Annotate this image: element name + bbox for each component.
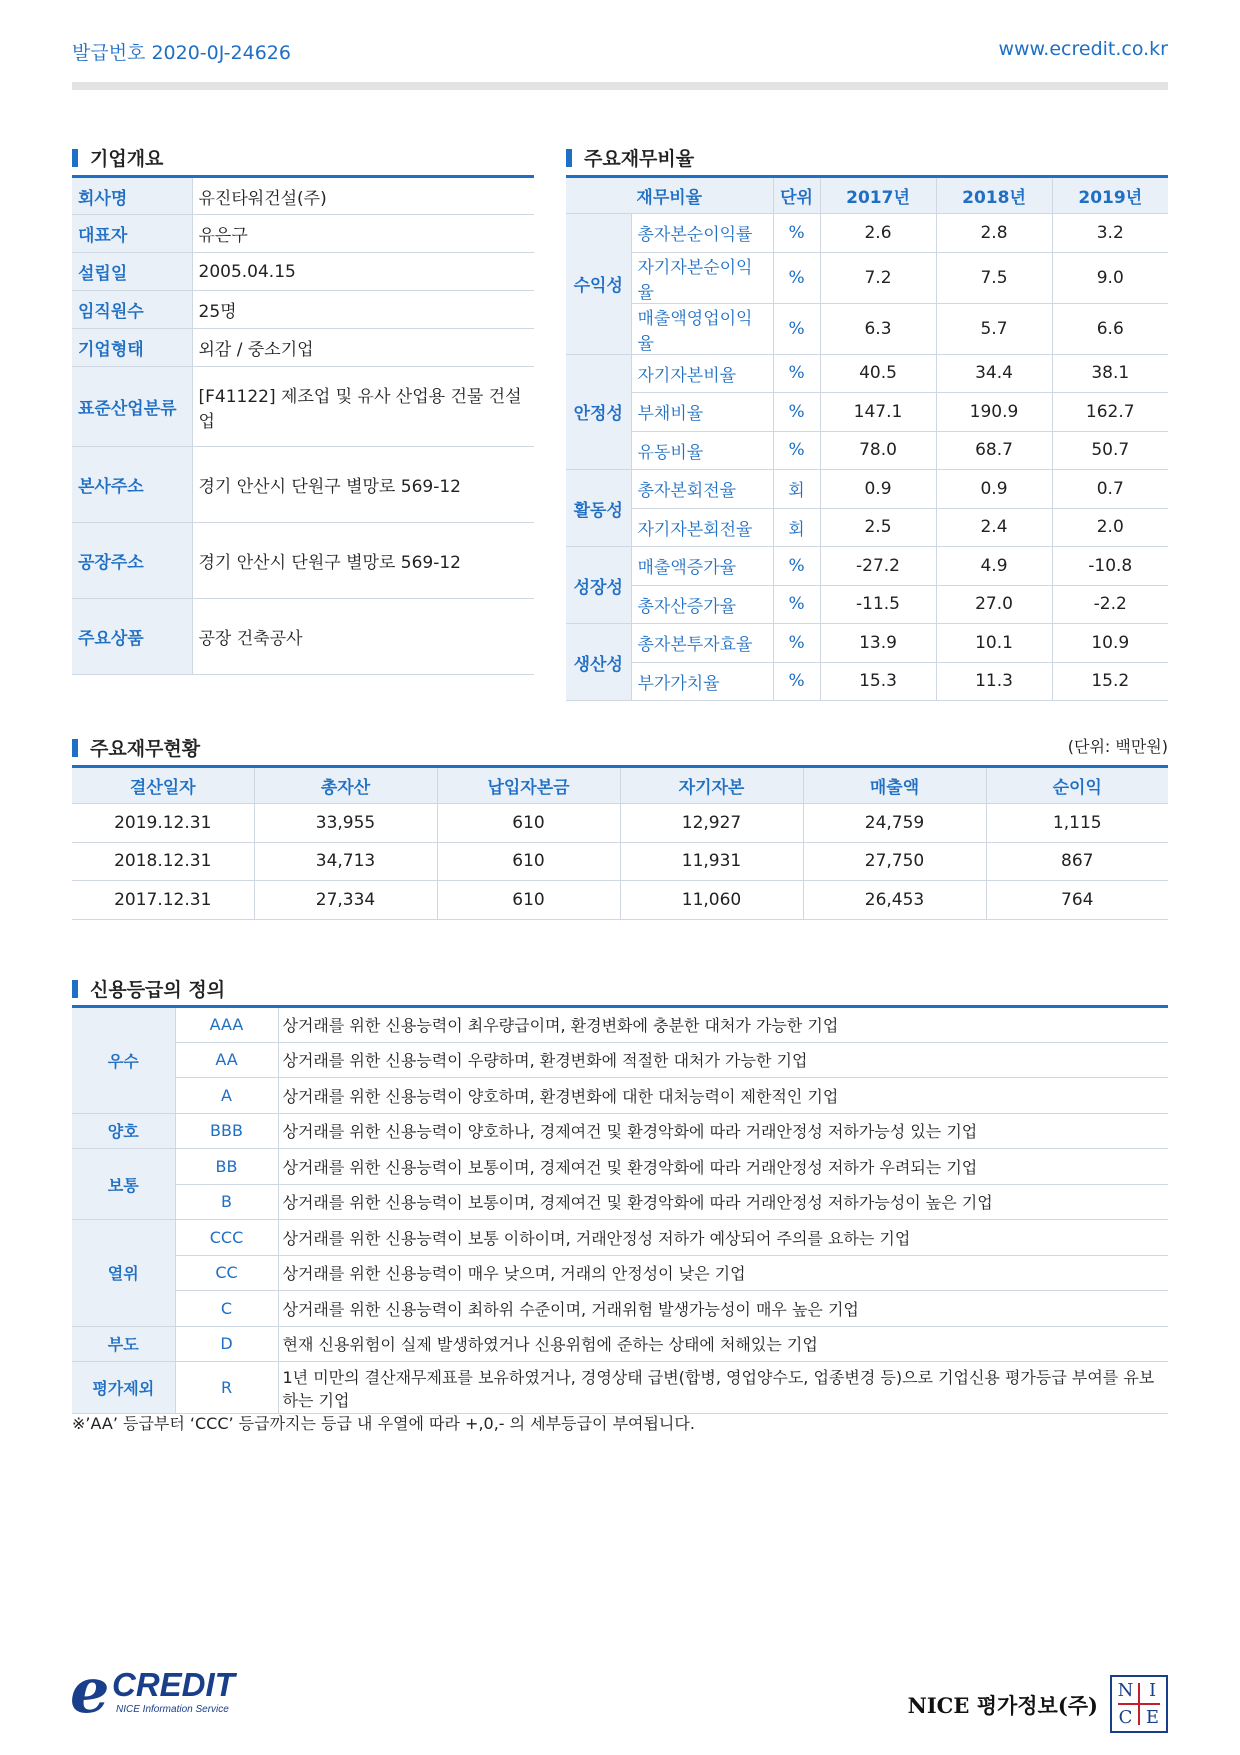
website-link[interactable]: www.ecredit.co.kr (998, 38, 1168, 60)
grade-group: 보통 (72, 1149, 175, 1220)
ratio-value: 2.6 (820, 214, 936, 253)
ratio-value: 9.0 (1052, 252, 1168, 303)
ratio-value: -11.5 (820, 585, 936, 624)
ratio-unit: % (773, 354, 820, 393)
section-marker (72, 980, 78, 998)
ratio-group: 안정성 (566, 354, 631, 470)
nice-letter: I (1148, 1680, 1157, 1701)
grade-row (72, 1113, 1168, 1149)
grades-table (72, 1005, 1168, 1414)
grade-row (72, 1007, 1168, 1043)
financial-cell: 27,750 (803, 842, 986, 881)
financial-cell: 610 (437, 804, 620, 843)
ratio-unit: % (773, 662, 820, 701)
ratios-title-text: 주요재무비율 (584, 148, 695, 170)
grade-description: 상거래를 위한 신용능력이 최하위 수준이며, 거래위험 발생가능성이 매우 높은 기업 (278, 1291, 1168, 1327)
ratio-value: 6.6 (1052, 303, 1168, 354)
financial-cell: 11,060 (620, 881, 803, 920)
grade-description: 1년 미만의 결산재무제표를 보유하였거나, 경영상태 급변(합병, 영업양수도, 업종변경 등)으로 기업신용 평가등급 부여를 유보하는 기업 (278, 1362, 1168, 1414)
ratio-value: 2.5 (820, 508, 936, 547)
financial-cell: 2019.12.31 (72, 804, 254, 843)
overview-value: 25명 (192, 291, 534, 329)
ratio-value: 147.1 (820, 393, 936, 432)
section-marker (72, 149, 78, 167)
ratio-value: 27.0 (936, 585, 1052, 624)
grade-group: 부도 (72, 1326, 175, 1362)
ratio-value: 162.7 (1052, 393, 1168, 432)
ratio-value: 0.9 (936, 470, 1052, 509)
grade-code: AA (175, 1042, 278, 1078)
ratio-row (566, 303, 1168, 354)
ratio-value: 13.9 (820, 624, 936, 663)
ratio-value: 7.5 (936, 252, 1052, 303)
ratio-value: 190.9 (936, 393, 1052, 432)
ratio-name: 자기자본비율 (631, 354, 773, 393)
nice-logo-line-h (1118, 1703, 1160, 1705)
financial-cell: 34,713 (254, 842, 437, 881)
financial-cell: 610 (437, 881, 620, 920)
grade-row (72, 1220, 1168, 1256)
ratio-header-unit: 단위 (773, 177, 820, 214)
overview-label: 표준산업분류 (72, 367, 192, 447)
grade-description: 상거래를 위한 신용능력이 보통이며, 경제여건 및 환경악화에 따라 거래안정성 저하가능성이 높은 기업 (278, 1184, 1168, 1220)
financial-header: 결산일자 (72, 767, 254, 804)
overview-row (72, 253, 534, 291)
ratio-name: 총자산증가율 (631, 585, 773, 624)
grade-row (72, 1255, 1168, 1291)
overview-value: 공장 건축공사 (192, 599, 534, 675)
grade-group: 열위 (72, 1220, 175, 1327)
ratio-unit: % (773, 303, 820, 354)
section-marker (72, 739, 78, 757)
ratio-value: 4.9 (936, 547, 1052, 586)
ratio-value: 0.9 (820, 470, 936, 509)
ecredit-logo-e: e (70, 1654, 110, 1727)
ratio-unit: % (773, 252, 820, 303)
grade-code: BBB (175, 1113, 278, 1149)
overview-value: 경기 안산시 단원구 별망로 569-12 (192, 447, 534, 523)
overview-row (72, 447, 534, 523)
ecredit-logo-sub: NICE Information Service (116, 1704, 229, 1715)
financial-cell: 27,334 (254, 881, 437, 920)
nice-letter: N (1117, 1680, 1134, 1701)
grade-row (72, 1326, 1168, 1362)
grade-row (72, 1291, 1168, 1327)
overview-value: 외감 / 중소기업 (192, 329, 534, 367)
financial-row (72, 842, 1168, 881)
ratio-value: 78.0 (820, 431, 936, 470)
overview-row (72, 177, 534, 215)
financial-header: 매출액 (803, 767, 986, 804)
ratio-value: -10.8 (1052, 547, 1168, 586)
ratio-value: 15.3 (820, 662, 936, 701)
grade-row (72, 1078, 1168, 1114)
unit-note: (단위: 백만원) (1067, 737, 1168, 756)
financial-cell: 2017.12.31 (72, 881, 254, 920)
ratios-table (566, 175, 1168, 701)
grades-footnote: ※’AA’ 등급부터 ‘CCC’ 등급까지는 등급 내 우열에 따라 +,0,- 의 세부등급이 부여됩니다. (72, 1414, 695, 1433)
ratio-unit: % (773, 393, 820, 432)
overview-label: 회사명 (72, 177, 192, 215)
ratio-row (566, 547, 1168, 586)
ratio-unit: 회 (773, 470, 820, 509)
overview-label: 주요상품 (72, 599, 192, 675)
overview-row (72, 523, 534, 599)
financial-header: 납입자본금 (437, 767, 620, 804)
ratio-name: 총자본순이익률 (631, 214, 773, 253)
nice-logo-box (1110, 1675, 1168, 1733)
ratio-name: 매출액영업이익율 (631, 303, 773, 354)
financial-cell: 1,115 (986, 804, 1168, 843)
financial-header: 순이익 (986, 767, 1168, 804)
ratio-unit: % (773, 431, 820, 470)
ratio-name: 총자본회전율 (631, 470, 773, 509)
ratio-value: 10.1 (936, 624, 1052, 663)
ratio-name: 자기자본순이익율 (631, 252, 773, 303)
grade-description: 현재 신용위험이 실제 발생하였거나 신용위험에 준하는 상태에 처해있는 기업 (278, 1326, 1168, 1362)
ecredit-logo (70, 1654, 240, 1727)
ratio-value: -2.2 (1052, 585, 1168, 624)
financial-cell: 24,759 (803, 804, 986, 843)
overview-row (72, 599, 534, 675)
ratio-header-2017: 2017년 (820, 177, 936, 214)
grade-code: CCC (175, 1220, 278, 1256)
grade-description: 상거래를 위한 신용능력이 보통 이하이며, 거래안정성 저하가 예상되어 주의를 요하는 기업 (278, 1220, 1168, 1256)
grade-row (72, 1149, 1168, 1185)
ratio-name: 부채비율 (631, 393, 773, 432)
issue-number: 발급번호 2020-0J-24626 (72, 42, 291, 64)
financial-cell: 12,927 (620, 804, 803, 843)
nice-logo-text: NICE 평가정보(주) (907, 1693, 1098, 1718)
overview-title (72, 144, 163, 171)
overview-value: 유진타워건설(주) (192, 177, 534, 215)
ratio-unit: % (773, 624, 820, 663)
ratio-row (566, 470, 1168, 509)
grade-code: AAA (175, 1007, 278, 1043)
ratio-value: 38.1 (1052, 354, 1168, 393)
grade-description: 상거래를 위한 신용능력이 매우 낮으며, 거래의 안정성이 낮은 기업 (278, 1255, 1168, 1291)
grade-row (72, 1042, 1168, 1078)
grades-title-text: 신용등급의 정의 (90, 979, 226, 1001)
overview-label: 설립일 (72, 253, 192, 291)
financials-table (72, 765, 1168, 920)
header-bar (72, 82, 1168, 90)
ratio-row (566, 431, 1168, 470)
grade-description: 상거래를 위한 신용능력이 보통이며, 경제여건 및 환경악화에 따라 거래안정성 저하가 우려되는 기업 (278, 1149, 1168, 1185)
overview-row (72, 291, 534, 329)
ratio-group: 활동성 (566, 470, 631, 547)
grade-code: C (175, 1291, 278, 1327)
ratio-row (566, 393, 1168, 432)
ratio-value: 2.4 (936, 508, 1052, 547)
ratio-value: 10.9 (1052, 624, 1168, 663)
ratio-unit: % (773, 585, 820, 624)
grade-code: D (175, 1326, 278, 1362)
overview-label: 본사주소 (72, 447, 192, 523)
overview-table (72, 175, 534, 675)
financial-cell: 2018.12.31 (72, 842, 254, 881)
financial-row (72, 881, 1168, 920)
grade-description: 상거래를 위한 신용능력이 양호하나, 경제여건 및 환경악화에 따라 거래안정성 저하가능성 있는 기업 (278, 1113, 1168, 1149)
ratio-value: 5.7 (936, 303, 1052, 354)
financial-header: 총자산 (254, 767, 437, 804)
ratio-group: 수익성 (566, 214, 631, 355)
overview-row (72, 215, 534, 253)
grade-code: B (175, 1184, 278, 1220)
ratio-value: 68.7 (936, 431, 1052, 470)
ratio-value: -27.2 (820, 547, 936, 586)
grade-code: CC (175, 1255, 278, 1291)
financial-cell: 26,453 (803, 881, 986, 920)
overview-value: 2005.04.15 (192, 253, 534, 291)
grade-description: 상거래를 위한 신용능력이 우량하며, 환경변화에 적절한 대처가 가능한 기업 (278, 1042, 1168, 1078)
financials-title (72, 734, 200, 761)
financials-title-text: 주요재무현황 (90, 738, 201, 760)
overview-value: [F41122] 제조업 및 유사 산업용 건물 건설업 (192, 367, 534, 447)
section-marker (566, 149, 572, 167)
ratio-name: 부가가치율 (631, 662, 773, 701)
overview-title-text: 기업개요 (90, 148, 164, 170)
ratio-value: 40.5 (820, 354, 936, 393)
ratio-value: 7.2 (820, 252, 936, 303)
ratio-value: 50.7 (1052, 431, 1168, 470)
ratio-value: 2.0 (1052, 508, 1168, 547)
ratio-row (566, 354, 1168, 393)
ratio-unit: % (773, 547, 820, 586)
overview-row (72, 367, 534, 447)
ratio-row (566, 214, 1168, 253)
grade-description: 상거래를 위한 신용능력이 최우량급이며, 환경변화에 충분한 대처가 가능한 기업 (278, 1007, 1168, 1043)
financial-cell: 610 (437, 842, 620, 881)
grade-row (72, 1184, 1168, 1220)
ratio-value: 11.3 (936, 662, 1052, 701)
ratio-value: 15.2 (1052, 662, 1168, 701)
financial-cell: 11,931 (620, 842, 803, 881)
nice-letter: C (1118, 1707, 1133, 1728)
overview-label: 대표자 (72, 215, 192, 253)
overview-row (72, 329, 534, 367)
financial-cell: 764 (986, 881, 1168, 920)
ratio-header-2018: 2018년 (936, 177, 1052, 214)
ratio-name: 매출액증가율 (631, 547, 773, 586)
ratio-row (566, 252, 1168, 303)
overview-label: 임직원수 (72, 291, 192, 329)
ratio-name: 자기자본회전율 (631, 508, 773, 547)
ratios-title (566, 144, 694, 171)
grade-group: 양호 (72, 1113, 175, 1149)
ratio-value: 6.3 (820, 303, 936, 354)
ratio-header-name: 재무비율 (566, 177, 773, 214)
financial-row (72, 804, 1168, 843)
grade-code: R (175, 1362, 278, 1414)
nice-letter: E (1145, 1707, 1160, 1728)
grade-code: A (175, 1078, 278, 1114)
ratio-unit: % (773, 214, 820, 253)
financial-header: 자기자본 (620, 767, 803, 804)
ratio-row (566, 585, 1168, 624)
ratio-value: 0.7 (1052, 470, 1168, 509)
grades-title (72, 975, 225, 1002)
grade-description: 상거래를 위한 신용능력이 양호하며, 환경변화에 대한 대처능력이 제한적인 기업 (278, 1078, 1168, 1114)
financial-cell: 33,955 (254, 804, 437, 843)
overview-label: 기업형태 (72, 329, 192, 367)
grade-code: BB (175, 1149, 278, 1185)
ratio-name: 총자본투자효율 (631, 624, 773, 663)
ratio-row (566, 662, 1168, 701)
financial-cell: 867 (986, 842, 1168, 881)
ratio-header-2019: 2019년 (1052, 177, 1168, 214)
ratio-name: 유동비율 (631, 431, 773, 470)
ratio-value: 34.4 (936, 354, 1052, 393)
overview-value: 유은구 (192, 215, 534, 253)
grade-group: 평가제외 (72, 1362, 175, 1414)
ratio-row (566, 624, 1168, 663)
overview-label: 공장주소 (72, 523, 192, 599)
grade-row (72, 1362, 1168, 1414)
ratio-row (566, 508, 1168, 547)
ratio-unit: 회 (773, 508, 820, 547)
overview-value: 경기 안산시 단원구 별망로 569-12 (192, 523, 534, 599)
ratio-value: 2.8 (936, 214, 1052, 253)
grade-group: 우수 (72, 1007, 175, 1114)
ratio-value: 3.2 (1052, 214, 1168, 253)
ecredit-logo-word: CREDIT (112, 1666, 235, 1703)
ratio-group: 생산성 (566, 624, 631, 701)
ratio-group: 성장성 (566, 547, 631, 624)
